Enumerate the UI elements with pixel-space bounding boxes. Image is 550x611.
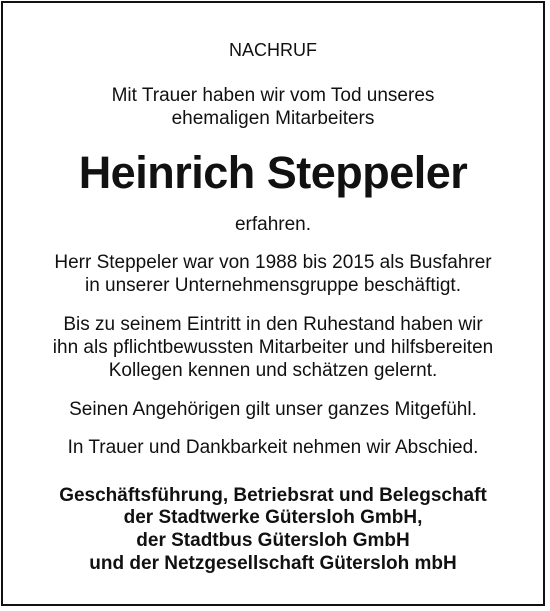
signature-line-4: und der Netzgesellschaft Gütersloh mbH: [89, 553, 457, 574]
intro-line-2: ehemaligen Mitarbeiters: [171, 108, 375, 129]
signature-line-2: der Stadtwerke Gütersloh GmbH,: [123, 507, 423, 528]
after-name-text: erfahren.: [234, 214, 312, 235]
deceased-name: Heinrich Steppeler: [78, 147, 468, 198]
paragraph-4: In Trauer und Dankbarkeit nehmen wir Abschied.: [67, 437, 479, 458]
signature-line-1: Geschäftsführung, Betriebsrat und Belegschaft: [59, 485, 487, 506]
paragraph-1-line-1: Herr Steppeler war von 1988 bis 2015 als Busfahrer: [54, 252, 492, 273]
notice-heading: NACHRUF: [229, 40, 317, 60]
paragraph-1-line-2: in unserer Unternehmensgruppe beschäftigt.: [84, 275, 461, 296]
paragraph-2-line-2: ihn als pflichtbewussten Mitarbeiter und hilfsbereiten: [52, 337, 494, 358]
signature-line-3: der Stadtbus Gütersloh GmbH: [136, 530, 410, 551]
obituary-notice: [1, 1, 545, 606]
intro-line-1: Mit Trauer haben wir vom Tod unseres: [111, 85, 435, 106]
paragraph-2-line-3: Kollegen kennen und schätzen gelernt.: [108, 360, 438, 381]
paragraph-3: Seinen Angehörigen gilt unser ganzes Mitgefühl.: [69, 399, 477, 420]
paragraph-2-line-1: Bis zu seinem Eintritt in den Ruhestand haben wir: [63, 314, 483, 335]
